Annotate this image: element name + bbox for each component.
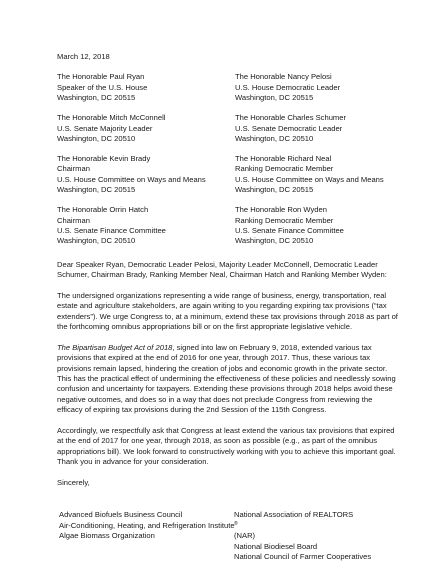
act-title: The Bipartisan Budget Act of 2018 [57, 342, 173, 352]
addressee-line: Washington, DC 20515 [235, 185, 314, 195]
addressee-line: Washington, DC 20510 [235, 236, 314, 246]
body-paragraph-3: Accordingly, we respectfully ask that Congress at least extend the various tax provisions that expired at the end of 2017 for one year, through 2018, as soon as possible (e.g., as part of the omnibus appropriations bill). We look forward to constructively working with you to achieve this important goal. Thank you in advance for your consideration. [57, 425, 396, 467]
addressee-ron-wyden [235, 205, 405, 247]
addressee-line: Speaker of the U.S. House [57, 82, 148, 92]
addressee-kevin-brady [57, 154, 235, 196]
addressee-line: The Honorable Orrin Hatch [57, 205, 149, 215]
signatory: National Council of Farmer Cooperatives [234, 551, 372, 561]
signatories-right-column [234, 510, 404, 562]
addressee-line: Chairman [57, 164, 90, 174]
addressee-line: Ranking Democratic Member [235, 215, 334, 225]
addressee-line: Washington, DC 20515 [57, 185, 136, 195]
signatories-block [57, 510, 400, 562]
signatory: Air-Conditioning, Heating, and Refrigeration Institute [59, 520, 235, 530]
salutation: Dear Speaker Ryan, Democratic Leader Pelosi, Majority Leader McConnell, Democratic Leader Schumer, Chairman Brady, Ranking Member Neal, Chairman Hatch and Ranking Member Wyden: [57, 259, 387, 280]
nar-suffix: (NAR) [234, 531, 256, 541]
signatory: Algae Biomass Organization [59, 531, 155, 541]
addressee-line: Washington, DC 20515 [57, 93, 136, 103]
addressee-block [57, 72, 400, 246]
addressee-line: U.S. House Committee on Ways and Means [57, 174, 206, 184]
body-paragraph-2 [57, 343, 400, 416]
addressee-line: Ranking Democratic Member [235, 164, 334, 174]
addressee-paul-ryan [57, 72, 235, 103]
letter-date: March 12, 2018 [57, 52, 110, 61]
addressee-line: Washington, DC 20515 [235, 93, 314, 103]
signatories-left-column [59, 510, 234, 562]
addressee-line: Washington, DC 20510 [57, 236, 136, 246]
addressee-line: The Honorable Paul Ryan [57, 72, 145, 82]
paragraph-2-text: , signed into law on February 9, 2018, extended various tax provisions that expired at the end of 2016 for one year, through 2017. Thus, these various tax provisions remain lapsed, hindering the creation of jobs and economic growth in the private sector. This has the practical effect of undermining the effectiveness of these policies and needlessly sowing confusion and uncertainty for taxpayers. Extending these provisions through 2018 helps avoid these negative outcomes, and does so in a way that does not preclude Congress from reviewing the efficacy of expiring tax provisions during the 2nd Session of the 115th Congress. [57, 342, 396, 415]
body-paragraph-1: The undersigned organizations representing a wide range of business, energy, transportation, real estate and agriculture stakeholders, are again writing to you regarding expiring tax provisions (“tax extenders”). We urge Congress to, at a minimum, extend these tax provisions through 2018 as part of the forthcoming omnibus appropriations bill or on the first appropriate legislative vehicle. [57, 290, 398, 331]
addressee-richard-neal [235, 154, 405, 196]
addressee-orrin-hatch [57, 205, 235, 247]
addressee-line: U.S. Senate Finance Committee [57, 226, 166, 236]
signatory: Advanced Biofuels Business Council [59, 510, 183, 520]
addressee-line: U.S. Senate Democratic Leader [235, 123, 343, 133]
addressee-line: U.S. House Committee on Ways and Means [235, 174, 384, 184]
addressee-nancy-pelosi [235, 72, 405, 103]
addressee-line: Washington, DC 20510 [235, 134, 314, 144]
nar-name: National Association of REALTORS [234, 510, 354, 520]
addressee-line: The Honorable Charles Schumer [235, 113, 347, 123]
addressee-mitch-mcconnell [57, 113, 235, 144]
signatory-nar [234, 510, 404, 541]
addressee-line: The Honorable Mitch McConnell [57, 113, 166, 123]
addressee-line: The Honorable Nancy Pelosi [235, 72, 332, 82]
addressee-line: The Honorable Richard Neal [235, 154, 332, 164]
addressee-line: Washington, DC 20510 [57, 134, 136, 144]
addressee-line: U.S. Senate Finance Committee [235, 226, 344, 236]
addressee-line: Chairman [57, 215, 90, 225]
addressee-charles-schumer [235, 113, 405, 144]
addressee-line: The Honorable Kevin Brady [57, 154, 151, 164]
addressee-line: U.S. House Democratic Leader [235, 82, 341, 92]
addressee-line: U.S. Senate Majority Leader [57, 123, 153, 133]
signatory: National Biodiesel Board [234, 541, 318, 551]
addressee-line: The Honorable Ron Wyden [235, 205, 327, 215]
signoff: Sincerely, [57, 477, 90, 487]
registered-mark: ® [234, 520, 238, 527]
